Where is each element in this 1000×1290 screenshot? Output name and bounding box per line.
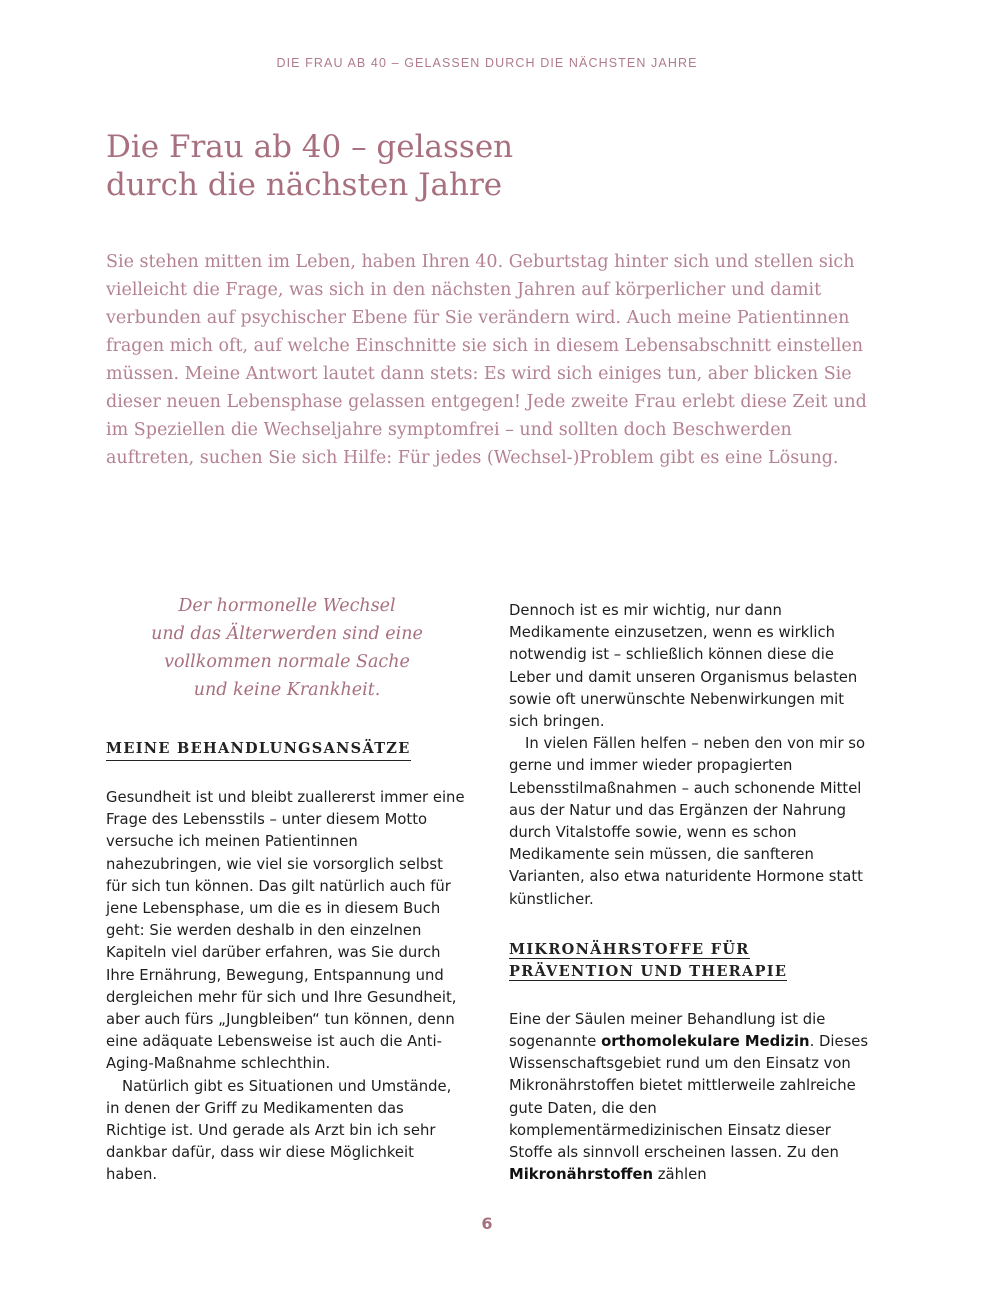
section-heading-line-1: MIKRONÄHRSTOFFE FÜR [509,940,750,958]
body-paragraph: Gesundheit ist und bleibt zuallererst immer eine Frage des Lebensstils – unter diesem Motto versuche ich meinen Patientinnen nahezubringen, wie viel sie vorsorglich selbst für sich tun können. Das gilt natürlich auch für jene Lebensphase, um die es in diesem Buch geht: Sie werden deshalb in den einzelnen Kapiteln viel darüber erfahren, was Sie durch Ihre Ernährung, Bewegung, Entspannung und dergleichen mehr für sich und Ihre Gesundheit, aber auch fürs „Jungbleiben“ tun können, denn eine adäquate Lebensweise ist auch die Anti-Aging-Maßnahme schlechthin. [106,789,465,1073]
page-title-line-1: Die Frau ab 40 – gelassen [106,129,514,165]
running-header: DIE FRAU AB 40 – GELASSEN DURCH DIE NÄCHSTEN JAHRE [276,56,698,70]
page-number: 6 [481,1214,493,1233]
section-heading-mikronaehrstoffe [509,939,787,983]
text-run: . Dieses Wissenschaftsgebiet rund um den Einsatz von Mikronährstoffen bietet mittlerweile zahlreiche gute Daten, die den komplementärmedizinischen Einsatz dieser Stoffe als sinnvoll erscheinen lassen. Zu den [509,1033,869,1162]
pull-quote-line-1: Der hormonelle Wechsel [178,596,396,616]
pull-quote [106,592,468,704]
section-heading-line-2: PRÄVENTION UND THERAPIE [509,962,788,980]
intro-paragraph: Sie stehen mitten im Leben, haben Ihren 40. Geburtstag hinter sich und stellen sich vielleicht die Frage, was sich in den nächsten Jahren auf körperlicher und damit verbunden auf psychischer Ebene für Sie verändern wird. Auch meine Patientinnen fragen mich oft, auf welche Einschnitte sie sich in diesem Lebensabschnitt einstellen müssen. Meine Antwort lautet dann stets: Es wird sich einiges tun, aber blicken Sie dieser neuen Lebensphase gelassen entgegen! Jede zweite Frau erlebt diese Zeit und im Speziellen die Wechseljahre symptomfrei – und sollten doch Beschwerden auftreten, suchen Sie sich Hilfe: Für jedes (Wechsel-)Problem gibt es eine Lösung. [106,252,867,468]
pull-quote-line-2: und das Älterwerden sind eine [151,624,423,644]
page-title-line-2: durch die nächsten Jahre [106,167,503,203]
body-paragraph: Dennoch ist es mir wichtig, nur dann Medikamente einzusetzen, wenn es wirklich notwendig ist – schließlich können diese die Leber und damit unseren Organismus belasten sowie oft unerwünschte Nebenwirkungen mit sich bringen. [509,602,858,731]
section-heading-behandlungsansaetze: MEINE BEHANDLUNGSANSÄTZE [106,738,411,761]
text-run: Eine der Säulen meiner Behandlung ist die sogenannte [509,1010,826,1051]
pull-quote-line-3: vollkommen normale Sache [164,652,410,672]
pull-quote-line-4: und keine Krankheit. [193,680,381,700]
right-column [509,600,871,1186]
body-paragraph: Natürlich gibt es Situationen und Umstände, in denen der Griff zu Medikamenten das Richtige ist. Und gerade als Arzt bin ich sehr dankbar dafür, dass wir diese Möglichkeit haben. [106,1077,452,1184]
body-paragraph: In vielen Fällen helfen – neben den von mir so gerne und immer wieder propagierten Lebensstilmaßnahmen – auch schonende Mittel aus der Natur und das Ergänzen der Nahrung durch Vitalstoffe sowie, wenn es schon Medikamente sein müssen, die sanfteren Varianten, also etwa naturidente Hormone statt künstlicher. [509,735,866,908]
page-title [106,128,806,204]
spacer [509,911,871,939]
body-paragraph [509,1009,871,1187]
bold-term: orthomolekulare Medizin [601,1033,810,1051]
left-column [106,592,468,1187]
text-run: zählen [653,1166,707,1184]
bold-term: Mikronährstoffen [509,1166,654,1184]
